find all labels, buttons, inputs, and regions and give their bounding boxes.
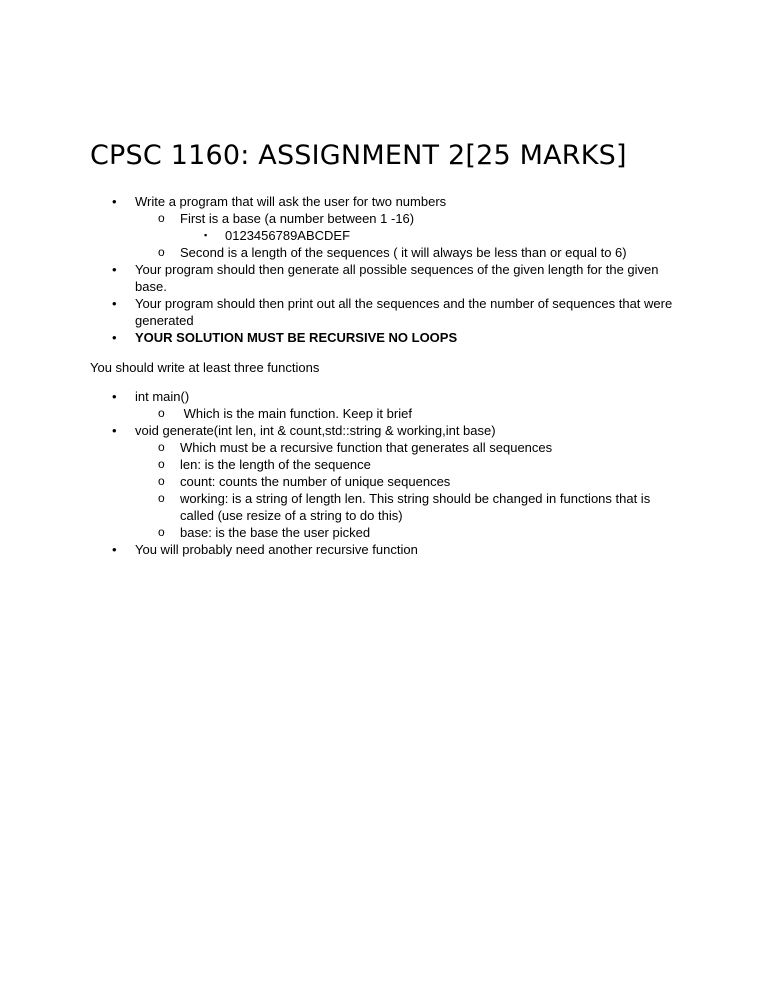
list-item-text: int main() <box>135 389 190 404</box>
list-item <box>0 244 765 261</box>
list-item <box>0 193 765 210</box>
list-item-text: Second is a length of the sequences ( it will always be less than or equal to 6) <box>180 245 627 260</box>
list-item-text: count: counts the number of unique sequences <box>180 474 451 489</box>
list-item <box>0 210 765 227</box>
bullet-icon: • <box>112 194 117 209</box>
circle-bullet-icon: o <box>158 440 165 454</box>
list-item <box>0 388 765 405</box>
circle-bullet-icon: o <box>158 211 165 225</box>
requirements-list <box>0 193 765 346</box>
circle-bullet-icon: o <box>158 474 165 488</box>
bullet-icon: • <box>112 296 117 311</box>
list-item <box>0 295 765 329</box>
list-item-text: Which is the main function. Keep it brief <box>180 406 412 421</box>
list-item <box>0 422 765 439</box>
circle-bullet-icon: o <box>158 406 165 420</box>
bullet-icon: • <box>112 542 117 557</box>
circle-bullet-icon: o <box>158 525 165 539</box>
circle-bullet-icon: o <box>158 491 165 505</box>
bullet-icon: • <box>112 389 117 404</box>
list-item <box>0 541 765 558</box>
list-item <box>0 261 765 295</box>
bullet-icon: • <box>112 262 117 277</box>
list-item-text: len: is the length of the sequence <box>180 457 371 472</box>
list-item-text: Your program should then print out all the sequences and the number of sequences that were generated <box>135 296 673 328</box>
square-bullet-icon: ▪ <box>204 230 208 240</box>
list-item-text: You will probably need another recursive function <box>135 542 418 557</box>
list-item <box>0 405 765 422</box>
list-item-text: First is a base (a number between 1 -16) <box>180 211 415 226</box>
functions-list <box>0 388 765 558</box>
list-item <box>0 456 765 473</box>
list-item-text: Your program should then generate all possible sequences of the given length for the given base. <box>135 262 659 294</box>
list-item-text: base: is the base the user picked <box>180 525 371 540</box>
functions-intro: You should write at least three functions <box>90 360 320 375</box>
list-item <box>0 490 765 524</box>
list-item <box>0 227 765 244</box>
list-item <box>0 524 765 541</box>
list-item <box>0 473 765 490</box>
bullet-icon: • <box>112 330 117 345</box>
list-item-text: 0123456789ABCDEF <box>225 228 351 243</box>
list-item <box>0 329 765 346</box>
circle-bullet-icon: o <box>158 245 165 259</box>
list-item-text: Write a program that will ask the user for two numbers <box>135 194 447 209</box>
list-item-text: YOUR SOLUTION MUST BE RECURSIVE NO LOOPS <box>135 330 458 345</box>
list-item-text: void generate(int len, int & count,std::string & working,int base) <box>135 423 496 438</box>
list-item-text: Which must be a recursive function that generates all sequences <box>180 440 553 455</box>
list-item-text: working: is a string of length len. This string should be changed in functions that is called (use resize of a string to do this) <box>180 491 651 523</box>
circle-bullet-icon: o <box>158 457 165 471</box>
list-item <box>0 439 765 456</box>
bullet-icon: • <box>112 423 117 438</box>
assignment-title: CPSC 1160: ASSIGNMENT 2[25 MARKS] <box>90 140 627 171</box>
